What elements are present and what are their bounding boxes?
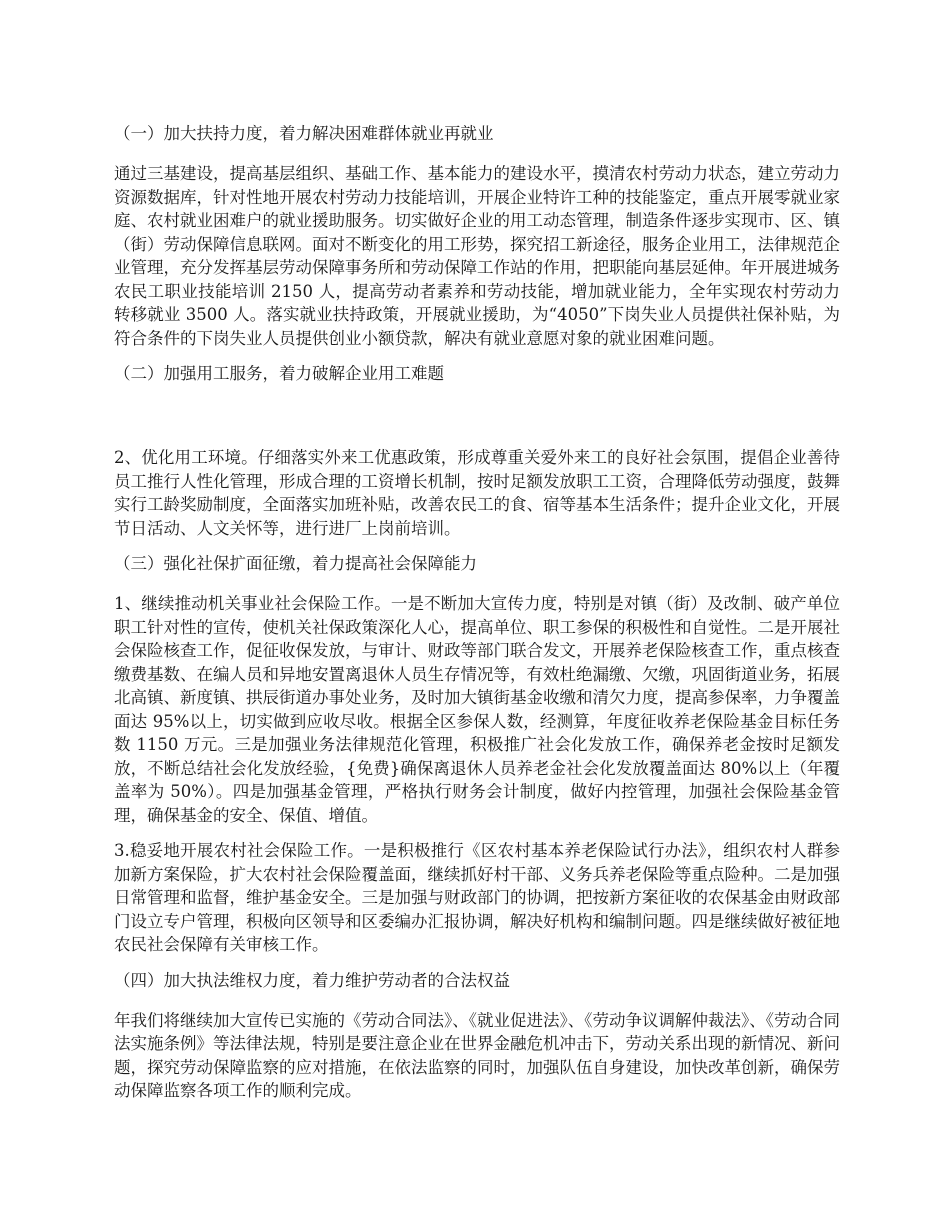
section-2-heading: （二）加强用工服务，着力破解企业用工难题 (114, 364, 444, 383)
section-1-paragraph: 通过三基建设，提高基层组织、基础工作、基本能力的建设水平，摸清农村劳动力状态，建立劳动力资源数据库，针对性地开展农村劳动力技能培训，开展企业特许工种的技能鉴定，重点开展零就业家庭、农村就业困难户的就业援助服务。切实做好企业的用工动态管理，制造条件逐步实现市、区、镇（街）劳动保障信息联网。面对不断变化的用工形势，探究招工新途径，服务企业用工，法律规范企业管理，充分发挥基层劳动保障事务所和劳动保障工作站的作用，把职能向基层延伸。年开展进城务农民工职业技能培训 2150 人，提高劳动者素养和劳动技能，增加就业能力，全年实现农村劳动力转移就业 3500 人。落实就业扶持政策，开展就业援助，为“4050”下岗失业人员提供社保补贴，为符合条件的下岗失业人员提供创业小额贷款，解决有就业意愿对象的就业困难问题。 (114, 164, 840, 348)
section-1-heading: （一）加大扶持力度，着力解决困难群体就业再就业 (114, 124, 494, 143)
document-page (114, 122, 840, 1115)
section-3-heading: （三）强化社保扩面征缴，着力提高社会保障能力 (114, 554, 477, 573)
blank-gap (114, 402, 840, 446)
section-3-paragraph-1: 1、继续推动机关事业社会保险工作。一是不断加大宣传力度，特别是对镇（街）及改制、破产单位职工针对性的宣传，使机关社保政策深化人心，提高单位、职工参保的积极性和自觉性。二是开展社会保险核查工作，促征收保发放，与审计、财政等部门联合发文，开展养老保险核查工作，重点核查缴费基数、在编人员和异地安置离退休人员生存情况等，有效杜绝漏缴、欠缴，巩固街道业务，拓展北高镇、新度镇、拱辰街道办事处业务，及时加大镇街基金收缴和清欠力度，提高参保率，力争覆盖面达 95%以上，切实做到应收尽收。根据全区参保人数，经测算，年度征收养老保险基金目标任务数 1150 万元。三是加强业务法律规范化管理，积极推广社会化发放工作，确保养老金按时足额发放，不断总结社会化发放经验，{免费}确保离退休人员养老金社会化发放覆盖面达 80%以上（年覆盖率为 50%）。四是加强基金管理，严格执行财务会计制度，做好内控管理，加强社会保险基金管理，确保基金的安全、保值、增值。 (114, 594, 840, 825)
section-2-paragraph: 2、优化用工环境。仔细落实外来工优惠政策，形成尊重关爱外来工的良好社会氛围，提倡企业善待员工推行人性化管理，形成合理的工资增长机制，按时足额发放职工工资，合理降低劳动强度，鼓舞实行工龄奖励制度，全面落实加班补贴，改善农民工的食、宿等基本生活条件；提升企业文化，开展节日活动、人文关怀等，进行进厂上岗前培训。 (114, 448, 840, 538)
section-3-paragraph-2: 3.稳妥地开展农村社会保险工作。一是积极推行《区农村基本养老保险试行办法》，组织农村人群参加新方案保险，扩大农村社会保险覆盖面，继续抓好村干部、义务兵养老保险等重点险种。二是加强日常管理和监督，维护基金安全。三是加强与财政部门的协调，把按新方案征收的农保基金由财政部门设立专户管理，积极向区领导和区委编办汇报协调，解决好机构和编制问题。四是继续做好被征地农民社会保障有关审核工作。 (114, 841, 840, 954)
section-4-heading: （四）加大执法维权力度，着力维护劳动者的合法权益 (114, 970, 510, 990)
section-4-paragraph: 年我们将继续加大宣传已实施的《劳动合同法》、《就业促进法》、《劳动争议调解仲裁法》、《劳动合同法实施条例》等法律法规，特别是要注意企业在世界金融危机冲击下，劳动关系出现的新情况、新问题，探究劳动保障监察的应对措施，在依法监察的同时，加强队伍自身建设，加快改革创新，确保劳动保障监察各项工作的顺利完成。 (114, 1010, 840, 1100)
